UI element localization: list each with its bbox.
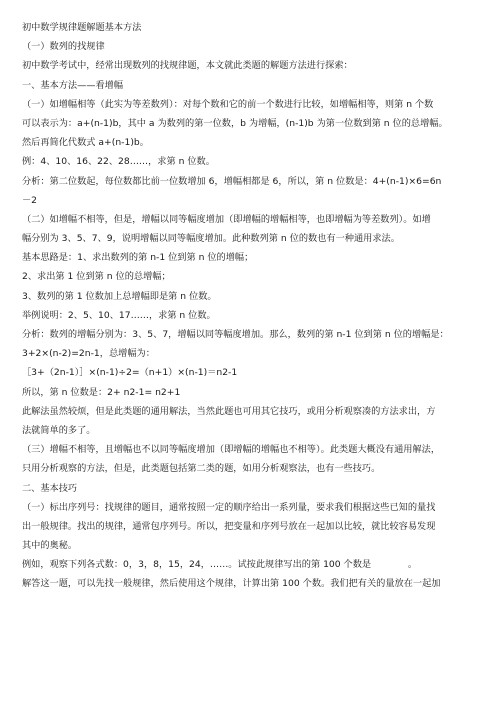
text-line: 例如，观察下列各式数：0，3，8，15，24，……。试按此规律写出的第 100 个数是 。 bbox=[22, 559, 418, 571]
text-line: 幅分别为 3、5、7、9，说明增幅以同等幅度增加。此种数列第 n 位的数也有一种通用求法。 bbox=[22, 233, 400, 245]
text-line: 然后再简化代数式 a+(n-1)b。 bbox=[22, 137, 149, 149]
text-line: 3、数列的第 1 位数加上总增幅即是第 n 位数。 bbox=[22, 290, 217, 302]
text-line: 举例说明：2、5、10、17……，求第 n 位数。 bbox=[22, 309, 216, 321]
text-line: 只用分析观察的方法，但是，此类题包括第二类的题，如用分析观察法，也有一些技巧。 bbox=[22, 463, 381, 475]
text-line: 2、求出第 1 位到第 n 位的总增幅； bbox=[22, 271, 171, 283]
text-line: 例：4、10、16、22、28……，求第 n 位数。 bbox=[22, 156, 215, 168]
text-line: 解答这一题，可以先找一般规律，然后使用这个规律，计算出第 100 个数。我们把有关的量放在一起加 bbox=[22, 578, 441, 590]
text-line: （一）标出序列号：找规律的题目，通常按照一定的顺序给出一系列量，要求我们根据这些已知的量找 bbox=[22, 501, 436, 513]
text-line: 此解法虽然较烦，但是此类题的通用解法，当然此题也可用其它技巧，或用分析观察凑的方法求出，方 bbox=[22, 405, 436, 417]
text-line: －2 bbox=[22, 194, 38, 206]
text-line: 出一般规律。找出的规律，通常包序列号。所以，把变量和序列号放在一起加以比较，就比较容易发现 bbox=[22, 520, 436, 532]
text-line: 基本思路是：1、求出数列的第 n-1 位到第 n 位的增幅； bbox=[22, 252, 254, 264]
text-line: 分析：第二位数起，每位数都比前一位数增加 6，增幅相都是 6，所以，第 n 位数是：4+(n-1)×6=6n bbox=[22, 175, 442, 187]
text-line: 一、基本方法——看增幅 bbox=[22, 79, 124, 91]
document-title: 初中数学规律题解题基本方法 bbox=[22, 22, 142, 33]
text-line: （二）如增幅不相等，但是，增幅以同等幅度增加（即增幅的增幅相等，也即增幅为等差数列）。如增 bbox=[22, 213, 431, 225]
text-line: ［3+（2n-1）］×(n-1)÷2=（n+1）×(n-1)＝n2-1 bbox=[22, 367, 238, 379]
text-line: 分析：数列的增幅分别为：3、5、7，增幅以同等幅度增加。那么，数列的第 n-1 位到第 n 位的增幅是： bbox=[22, 329, 449, 340]
text-line: （一）如增幅相等（此实为等差数列）：对每个数和它的前一个数进行比较，如增幅相等，则第 n 个数 bbox=[22, 98, 434, 110]
text-line: 3+2×(n-2)=2n-1，总增幅为： bbox=[22, 348, 155, 360]
document-body bbox=[22, 18, 478, 594]
text-line: 其中的奥秘。 bbox=[22, 540, 78, 552]
text-line: 所以，第 n 位数是：2+ n2-1= n2+1 bbox=[22, 386, 181, 398]
text-line: （三）增幅不相等，且增幅也不以同等幅度增加（即增幅的增幅也不相等）。此类题大概没有通用解法， bbox=[22, 444, 441, 456]
text-line: 二、基本技巧 bbox=[22, 482, 78, 494]
text-line: （一）数列的找规律 bbox=[22, 41, 105, 53]
text-line: 法就简单的多了。 bbox=[22, 424, 96, 436]
text-line: 初中数学考试中，经常出现数列的找规律题，本文就此类题的解题方法进行探索： bbox=[22, 60, 353, 72]
text-line: 可以表示为：a+(n-1)b，其中 a 为数列的第一位数，b 为增幅，(n-1)b 为第一位数到第 n 位的总增幅。 bbox=[22, 117, 448, 129]
